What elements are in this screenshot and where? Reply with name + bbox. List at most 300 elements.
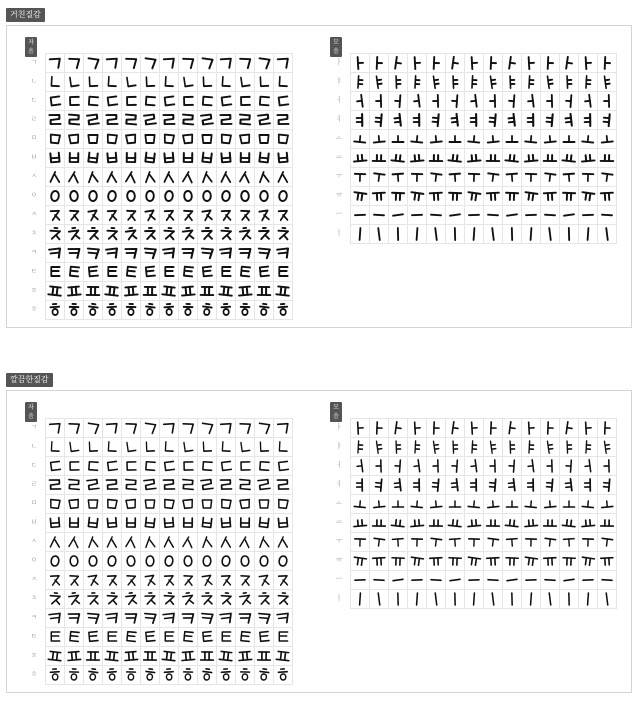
glyph-stroke [239, 287, 249, 288]
row-label: ㅁ [30, 499, 38, 507]
glyph-strokes [160, 647, 178, 665]
glyph-cell [370, 206, 389, 225]
glyph-strokes [522, 514, 540, 532]
glyph-cell [236, 533, 255, 552]
glyph-stroke [126, 171, 132, 181]
glyph-stroke [471, 101, 476, 102]
glyph-stroke [453, 63, 458, 64]
glyph-strokes [103, 130, 121, 148]
glyph-cell [198, 263, 217, 282]
glyph-strokes [179, 168, 197, 186]
glyph-stroke [605, 80, 609, 81]
glyph-cell [198, 149, 217, 168]
glyph-strokes [46, 495, 64, 513]
glyph-stroke [582, 141, 593, 142]
glyph-cell [179, 130, 198, 149]
glyph-stroke [89, 556, 97, 566]
glyph-strokes [160, 206, 178, 224]
glyph-stroke [239, 294, 252, 295]
glyph-strokes [560, 457, 578, 475]
glyph-cell [274, 590, 293, 609]
glyph-cell [560, 73, 579, 92]
glyph-stroke [430, 558, 442, 559]
glyph-cell [503, 206, 522, 225]
glyph-cell [408, 130, 427, 149]
glyph-cell [598, 130, 617, 149]
glyph-strokes [103, 225, 121, 243]
glyph-stroke [448, 525, 461, 526]
glyph-stroke [55, 540, 60, 547]
glyph-cell [103, 225, 122, 244]
glyph-strokes [579, 187, 597, 205]
glyph-cell [446, 514, 465, 533]
glyph-strokes [598, 438, 616, 456]
glyph-cell [46, 457, 65, 476]
glyph-stroke [260, 618, 268, 619]
glyph-strokes [236, 438, 254, 456]
glyph-cell [274, 301, 293, 320]
glyph-cell [579, 149, 598, 168]
glyph-strokes [274, 282, 292, 300]
glyph-cell [198, 54, 217, 73]
glyph-stroke [55, 175, 60, 182]
glyph-strokes [579, 73, 597, 91]
glyph-cell [598, 73, 617, 92]
glyph-stroke [278, 307, 287, 308]
glyph-cell [141, 438, 160, 457]
row-label: ㅜ [335, 537, 343, 545]
glyph-cell [236, 495, 255, 514]
glyph-strokes [370, 187, 388, 205]
glyph-cell [579, 533, 598, 552]
glyph-stroke [51, 461, 61, 470]
glyph-stroke [586, 441, 587, 453]
glyph-cell [389, 168, 408, 187]
glyph-strokes [465, 111, 483, 129]
glyph-strokes [503, 92, 521, 110]
glyph-stroke [171, 287, 172, 295]
glyph-stroke [108, 96, 118, 105]
glyph-stroke [112, 580, 116, 585]
glyph-stroke [73, 175, 78, 183]
glyph-cell [351, 111, 370, 130]
glyph-stroke [242, 674, 248, 680]
glyph-cell [427, 552, 446, 571]
glyph-cell [274, 533, 293, 552]
glyph-cell [446, 92, 465, 111]
glyph-stroke [109, 309, 115, 315]
glyph-stroke [602, 580, 612, 581]
glyph-strokes [236, 476, 254, 494]
glyph-strokes [84, 571, 102, 589]
glyph-stroke [146, 462, 155, 471]
glyph-cell [103, 130, 122, 149]
glyph-strokes [427, 130, 445, 148]
glyph-strokes [484, 495, 502, 513]
glyph-strokes [198, 130, 216, 148]
glyph-cell [122, 187, 141, 206]
glyph-strokes [389, 533, 407, 551]
glyph-strokes [84, 149, 102, 167]
glyph-stroke [567, 520, 568, 526]
glyph-cell [560, 438, 579, 457]
glyph-cell [408, 187, 427, 206]
glyph-stroke [588, 501, 589, 507]
glyph-stroke [227, 600, 231, 604]
glyph-stroke [435, 593, 437, 605]
glyph-stroke [76, 652, 77, 660]
row-label: ㅗ [335, 499, 343, 507]
glyph-stroke [70, 97, 79, 105]
glyph-cell [103, 149, 122, 168]
glyph-stroke [109, 287, 110, 295]
glyph-strokes [236, 533, 254, 551]
glyph-strokes [351, 438, 369, 456]
glyph-stroke [563, 558, 575, 559]
glyph-cell [236, 92, 255, 111]
glyph-cell [179, 666, 198, 685]
glyph-strokes [198, 301, 216, 319]
glyph-strokes [160, 666, 178, 684]
glyph-cell [160, 647, 179, 666]
glyph-stroke [525, 160, 538, 161]
glyph-stroke [203, 636, 210, 637]
glyph-cell [465, 206, 484, 225]
glyph-strokes [160, 457, 178, 475]
glyph-strokes [255, 552, 273, 570]
glyph-strokes [122, 514, 140, 532]
row-label: ㄹ [30, 480, 38, 488]
glyph-stroke [468, 141, 479, 142]
glyph-stroke [164, 286, 174, 287]
glyph-strokes [389, 495, 407, 513]
glyph-cell [217, 168, 236, 187]
glyph-stroke [183, 500, 193, 509]
glyph-stroke [604, 441, 606, 453]
glyph-stroke [411, 506, 422, 507]
glyph-stroke [51, 158, 59, 159]
glyph-cell [217, 590, 236, 609]
glyph-stroke [279, 253, 287, 254]
glyph-strokes [446, 419, 464, 437]
glyph-cell [217, 514, 236, 533]
glyph-stroke [127, 441, 136, 451]
glyph-cell [141, 282, 160, 301]
glyph-stroke [226, 175, 231, 182]
glyph-strokes [84, 609, 102, 627]
glyph-strokes [522, 225, 540, 243]
glyph-cell [46, 111, 65, 130]
glyph-stroke [472, 76, 473, 88]
glyph-strokes [503, 187, 521, 205]
glyph-cell [427, 111, 446, 130]
glyph-stroke [531, 501, 532, 507]
glyph-stroke [265, 600, 269, 604]
glyph-strokes [351, 495, 369, 513]
glyph-strokes [465, 571, 483, 589]
glyph-strokes [255, 533, 273, 551]
glyph-strokes [427, 533, 445, 551]
glyph-strokes [46, 187, 64, 205]
glyph-strokes [446, 92, 464, 110]
glyph-stroke [68, 652, 78, 653]
glyph-stroke [358, 441, 359, 453]
glyph-strokes [484, 533, 502, 551]
glyph-cell [236, 438, 255, 457]
glyph-cell [255, 73, 274, 92]
glyph-strokes [179, 149, 197, 167]
glyph-cell [484, 54, 503, 73]
glyph-cell [255, 419, 274, 438]
glyph-strokes [84, 590, 102, 608]
glyph-stroke [585, 466, 590, 467]
row-label: ㅑ [335, 442, 343, 450]
glyph-stroke [506, 558, 518, 559]
glyph-strokes [65, 225, 83, 243]
glyph-cell [217, 225, 236, 244]
glyph-cell [46, 263, 65, 282]
glyph-strokes [236, 111, 254, 129]
glyph-strokes [370, 149, 388, 167]
glyph-cell [465, 54, 484, 73]
glyph-cell [141, 111, 160, 130]
glyph-cell [160, 282, 179, 301]
row-label: ㅡ [335, 210, 343, 218]
glyph-stroke [585, 101, 590, 102]
glyph-stroke [528, 193, 529, 200]
glyph-stroke [51, 618, 59, 619]
glyph-stroke [131, 215, 136, 220]
glyph-stroke [70, 462, 79, 470]
glyph-cell [179, 301, 198, 320]
glyph-stroke [601, 558, 613, 559]
row-label: ㅏ [335, 58, 343, 66]
glyph-cell [103, 552, 122, 571]
glyph-stroke [220, 115, 231, 124]
glyph-stroke [396, 428, 401, 429]
glyph-stroke [399, 114, 400, 126]
glyph-cell [370, 438, 389, 457]
glyph-stroke [87, 58, 98, 68]
glyph-cell [446, 73, 465, 92]
glyph-cell [598, 111, 617, 130]
glyph-cell [217, 73, 236, 92]
glyph-stroke [456, 479, 457, 491]
glyph-stroke [376, 441, 378, 453]
glyph-strokes [255, 92, 273, 110]
glyph-strokes [255, 130, 273, 148]
glyph-strokes [579, 206, 597, 224]
row-label: ㅕ [335, 115, 343, 123]
glyph-stroke [247, 652, 248, 660]
glyph-cell [236, 419, 255, 438]
glyph-stroke [567, 441, 568, 453]
glyph-strokes [179, 647, 197, 665]
glyph-cell [370, 73, 389, 92]
glyph-cell [446, 590, 465, 609]
glyph-strokes [84, 419, 102, 437]
glyph-strokes [446, 495, 464, 513]
glyph-stroke [414, 193, 415, 200]
glyph-strokes [274, 609, 292, 627]
glyph-cell [160, 476, 179, 495]
glyph-cell [351, 533, 370, 552]
glyph-stroke [74, 580, 79, 585]
glyph-strokes [274, 514, 292, 532]
glyph-stroke [107, 59, 118, 69]
glyph-cell [65, 552, 84, 571]
glyph-strokes [274, 647, 292, 665]
glyph-cell [408, 73, 427, 92]
glyph-strokes [236, 514, 254, 532]
glyph-strokes [141, 92, 159, 110]
glyph-stroke [126, 536, 132, 546]
glyph-cell [236, 225, 255, 244]
glyph-stroke [222, 253, 230, 254]
glyph-cell [103, 419, 122, 438]
glyph-strokes [236, 301, 254, 319]
glyph-strokes [179, 73, 197, 91]
glyph-strokes [408, 476, 426, 494]
glyph-stroke [377, 80, 381, 81]
glyph-stroke [165, 253, 173, 254]
glyph-cell [541, 495, 560, 514]
glyph-stroke [165, 191, 174, 202]
glyph-strokes [65, 438, 83, 456]
glyph-stroke [588, 228, 589, 240]
glyph-stroke [164, 59, 175, 69]
glyph-strokes [84, 73, 102, 91]
glyph-strokes [236, 263, 254, 281]
glyph-stroke [474, 228, 475, 240]
glyph-strokes [217, 628, 235, 646]
glyph-stroke [475, 558, 476, 565]
glyph-cell [236, 54, 255, 73]
glyph-strokes [103, 514, 121, 532]
glyph-stroke [260, 523, 268, 524]
glyph-stroke [145, 172, 150, 182]
glyph-stroke [357, 466, 362, 467]
glyph-cell [560, 187, 579, 206]
glyph-cell [141, 419, 160, 438]
glyph-cell [351, 168, 370, 187]
glyph-cell [351, 130, 370, 149]
glyph-strokes [84, 111, 102, 129]
glyph-cell [160, 533, 179, 552]
glyph-stroke [207, 175, 212, 182]
glyph-strokes [46, 263, 64, 281]
glyph-strokes [560, 111, 578, 129]
glyph-cell [160, 244, 179, 263]
glyph-stroke [436, 501, 437, 507]
glyph-strokes [389, 130, 407, 148]
glyph-stroke [414, 466, 419, 467]
glyph-strokes [217, 647, 235, 665]
glyph-cell [46, 609, 65, 628]
glyph-cell [255, 301, 274, 320]
glyph-cell [122, 54, 141, 73]
glyph-stroke [277, 115, 288, 124]
glyph-cell [103, 301, 122, 320]
glyph-cell [198, 457, 217, 476]
glyph-strokes [446, 73, 464, 91]
glyph-stroke [57, 287, 58, 295]
glyph-cell [541, 225, 560, 244]
glyph-stroke [68, 294, 81, 295]
glyph-cell [46, 495, 65, 514]
glyph-stroke [166, 652, 167, 660]
glyph-strokes [370, 168, 388, 186]
glyph-cell [84, 73, 103, 92]
glyph-stroke [70, 76, 79, 86]
glyph-strokes [236, 206, 254, 224]
glyph-stroke [260, 158, 268, 159]
glyph-strokes [560, 168, 578, 186]
glyph-cell [389, 457, 408, 476]
glyph-strokes [446, 533, 464, 551]
glyph-cell [446, 187, 465, 206]
glyph-cell [217, 149, 236, 168]
glyph-stroke [545, 141, 556, 142]
glyph-cell [598, 590, 617, 609]
glyph-stroke [52, 309, 58, 315]
glyph-cell [427, 495, 446, 514]
glyph-stroke [374, 506, 385, 507]
glyph-strokes [198, 666, 216, 684]
glyph-stroke [186, 287, 187, 295]
glyph-stroke [146, 306, 155, 307]
glyph-cell [408, 419, 427, 438]
glyph-stroke [127, 97, 136, 105]
glyph-stroke [113, 235, 117, 239]
glyph-cell [560, 590, 579, 609]
glyph-stroke [70, 271, 77, 272]
glyph-stroke [260, 271, 267, 272]
glyph-stroke [56, 600, 60, 604]
glyph-cell [198, 609, 217, 628]
glyph-stroke [567, 76, 568, 88]
glyph-stroke [223, 652, 224, 660]
glyph-strokes [465, 533, 483, 551]
glyph-stroke [221, 424, 232, 434]
glyph-stroke [126, 135, 136, 144]
glyph-strokes [427, 206, 445, 224]
glyph-cell [427, 571, 446, 590]
glyph-strokes [84, 647, 102, 665]
glyph-cell [484, 552, 503, 571]
glyph-stroke [544, 193, 556, 194]
glyph-stroke [566, 122, 571, 123]
glyph-stroke [87, 423, 98, 433]
glyph-stroke [549, 539, 550, 546]
glyph-stroke [221, 537, 226, 547]
row-label: ㅎ [30, 670, 38, 678]
glyph-stroke [582, 192, 594, 194]
glyph-strokes [217, 92, 235, 110]
glyph-strokes [427, 476, 445, 494]
glyph-stroke [52, 674, 58, 680]
glyph-stroke [357, 101, 362, 102]
glyph-strokes [255, 168, 273, 186]
glyph-cell [84, 609, 103, 628]
glyph-strokes [408, 514, 426, 532]
glyph-stroke [164, 307, 173, 308]
glyph-strokes [351, 457, 369, 475]
glyph-stroke [208, 235, 212, 239]
glyph-stroke [222, 523, 230, 524]
glyph-stroke [146, 618, 154, 619]
glyph-stroke [260, 442, 268, 451]
